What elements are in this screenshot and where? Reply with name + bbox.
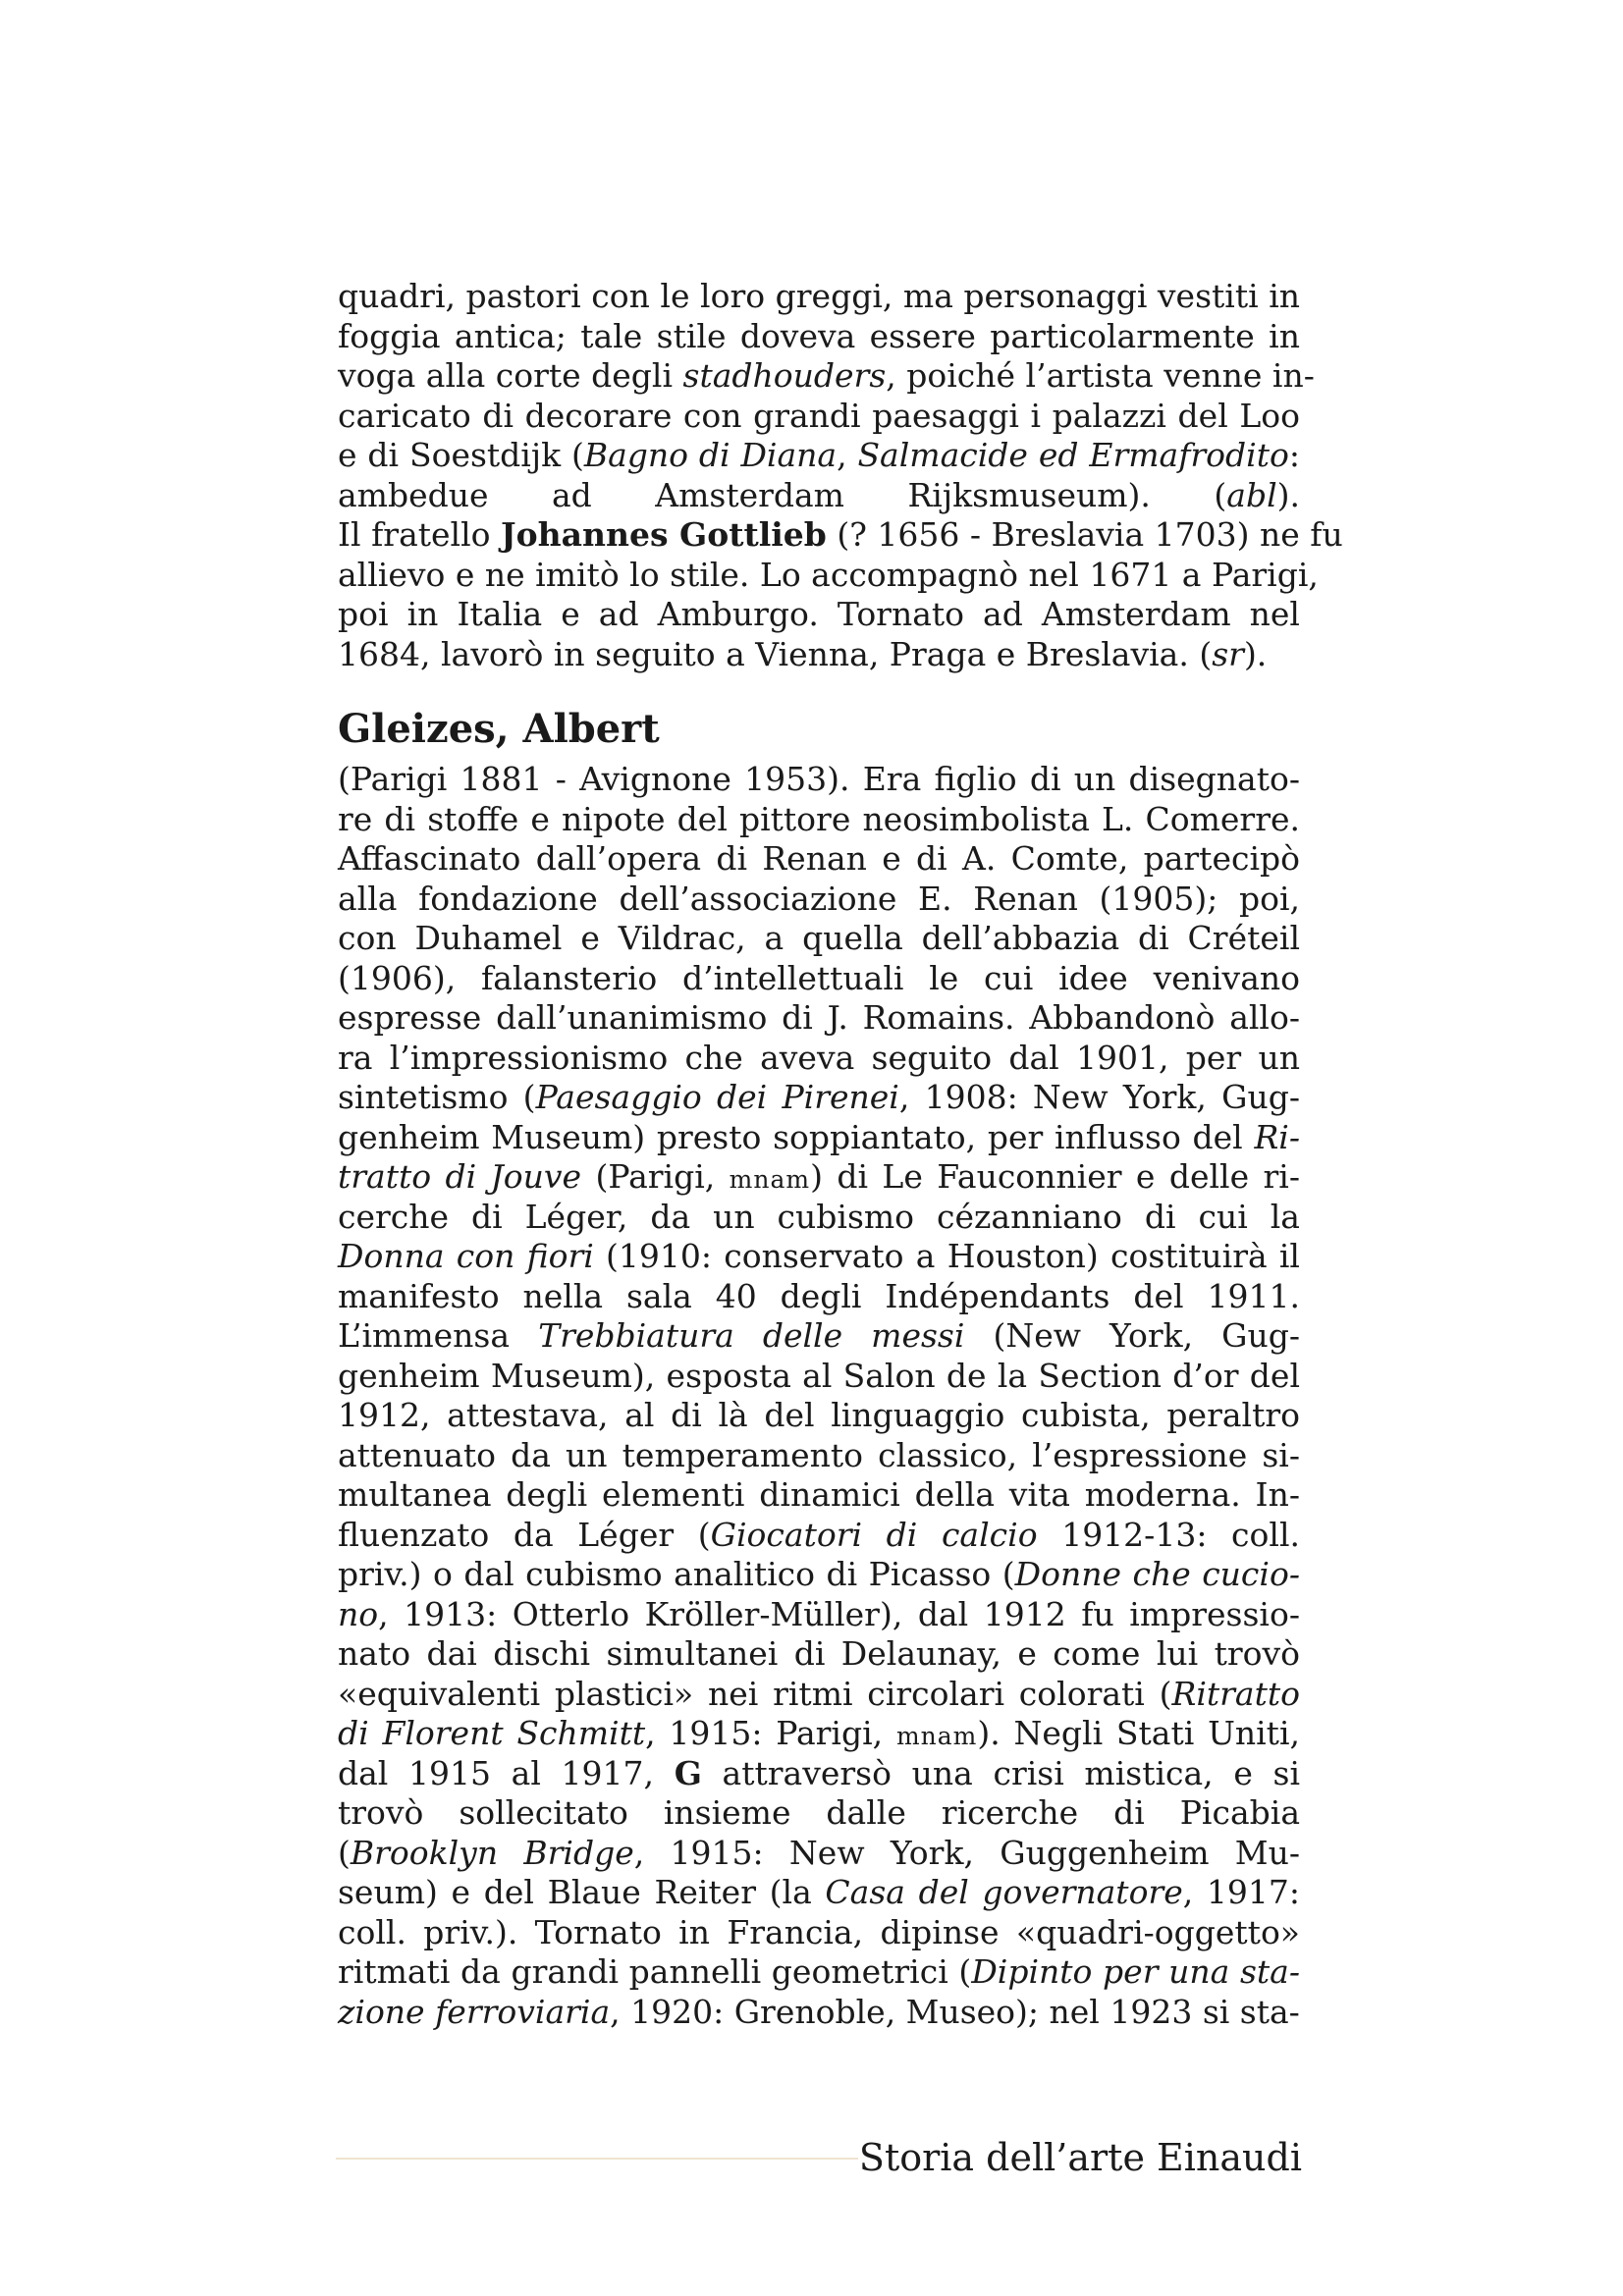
text-run: Donne che cucio- bbox=[1014, 1555, 1300, 1593]
entry-line bbox=[338, 1675, 1300, 1715]
text-run: genheim Museum) presto soppiantato, per influsso del bbox=[338, 1117, 1255, 1156]
prev-line bbox=[338, 277, 1300, 317]
prev-line bbox=[338, 555, 1319, 596]
text-run: 1912-13: coll. bbox=[1037, 1515, 1301, 1554]
text-run: di Florent Schmitt bbox=[338, 1714, 646, 1752]
text-run: foggia antica; tale stile doveva essere particolarmente in bbox=[338, 316, 1300, 355]
entry-line bbox=[338, 839, 1300, 880]
entry-line bbox=[338, 1516, 1300, 1556]
prev-line bbox=[338, 595, 1300, 635]
entry-line bbox=[338, 1873, 1300, 1913]
text-run: (New York, Gug- bbox=[964, 1316, 1301, 1355]
text-run: genheim Museum), esposta al Salon de la Section d’or del bbox=[338, 1356, 1300, 1395]
entry-line bbox=[338, 1595, 1300, 1635]
entry-line bbox=[338, 919, 1300, 959]
prev-line bbox=[338, 476, 1300, 516]
text-run: , poiché l’artista venne in- bbox=[886, 356, 1315, 395]
text-run: «equivalenti plastici» nei ritmi circolari colorati ( bbox=[338, 1674, 1172, 1713]
text-run: con Duhamel e Vildrac, a quella dell’abbazia di Créteil bbox=[338, 919, 1300, 957]
text-run: (1910: conservato a Houston) costituirà il bbox=[593, 1237, 1300, 1275]
text-run: Affascinato dall’opera di Renan e di A. Comte, partecipò bbox=[338, 839, 1300, 878]
text-run: manifesto nella sala 40 degli Indépendants del 1911. bbox=[338, 1276, 1300, 1315]
text-run: attraversò una crisi mistica, e si bbox=[701, 1753, 1301, 1792]
text-run: nato dai dischi simultanei di Delaunay, e come lui trovò bbox=[338, 1634, 1300, 1673]
entry-line bbox=[338, 1634, 1300, 1675]
text-run: Dipinto per una sta- bbox=[971, 1952, 1300, 1991]
prev-line bbox=[338, 397, 1300, 437]
text-run: dal 1915 al 1917, bbox=[338, 1753, 675, 1792]
entry-line bbox=[338, 1237, 1300, 1277]
text-run: Trebbiatura delle messi bbox=[538, 1316, 965, 1355]
text-run: sintetismo ( bbox=[338, 1078, 536, 1116]
text-run: : bbox=[1288, 436, 1300, 474]
text-run: espresse dall’unanimismo di J. Romains. Abbandonò allo- bbox=[338, 998, 1300, 1037]
prev-line bbox=[338, 436, 1300, 476]
text-run: Giocatori di calcio bbox=[710, 1515, 1038, 1554]
entry-line bbox=[338, 1118, 1300, 1158]
text-run: abl bbox=[1226, 475, 1277, 514]
text-run: ). bbox=[1276, 475, 1300, 514]
entry-line bbox=[338, 1316, 1300, 1357]
text-run: , 1915: New York, Guggenheim Mu- bbox=[633, 1833, 1300, 1872]
text-run: fluenzato da Léger ( bbox=[338, 1515, 711, 1554]
entry-line bbox=[338, 1198, 1300, 1238]
text-run: (Parigi, bbox=[581, 1157, 730, 1196]
text-run: ritmati da grandi pannelli geometrici ( bbox=[338, 1952, 972, 1991]
entry-line bbox=[338, 800, 1300, 840]
text-run: priv.) o dal cubismo analitico di Picasso ( bbox=[338, 1555, 1015, 1593]
text-run: ). Negli Stati Uniti, bbox=[977, 1714, 1300, 1752]
text-run: coll. priv.). Tornato in Francia, dipinse «quadri-oggetto» bbox=[338, 1912, 1300, 1951]
text-run: poi in Italia e ad Amburgo. Tornato ad Amsterdam nel bbox=[338, 595, 1300, 633]
entry-line bbox=[338, 1357, 1300, 1397]
text-run: allievo e ne imitò lo stile. Lo accompagnò nel 1671 a Parigi, bbox=[338, 555, 1319, 594]
text-run: multanea degli elementi dinamici della vita moderna. In- bbox=[338, 1475, 1300, 1514]
entry-line bbox=[338, 760, 1300, 800]
text-run: zione ferroviaria bbox=[338, 1992, 611, 2031]
text-run: Paesaggio dei Pirenei bbox=[535, 1078, 899, 1116]
text-run: G bbox=[674, 1753, 702, 1792]
text-run: ( bbox=[338, 1833, 351, 1872]
entry-line bbox=[338, 1714, 1300, 1754]
text-run: re di stoffe e nipote del pittore neosimbolista L. Comerre. bbox=[338, 799, 1300, 838]
prev-line bbox=[338, 317, 1300, 357]
prev-line bbox=[338, 356, 1315, 397]
entry-line bbox=[338, 1078, 1300, 1118]
prev-line bbox=[338, 635, 1300, 675]
text-column bbox=[338, 277, 1343, 2032]
text-run: , 1908: New York, Gug- bbox=[898, 1078, 1300, 1116]
entry-line bbox=[338, 1952, 1300, 1993]
text-run: Donna con fiori bbox=[338, 1237, 594, 1275]
entry-line bbox=[338, 1555, 1300, 1595]
text-run: 1912, attestava, al di là del linguaggio cubista, peraltro bbox=[338, 1396, 1300, 1434]
text-run: L’immensa bbox=[338, 1316, 539, 1355]
entry-line bbox=[338, 1475, 1300, 1516]
text-run: Casa del governatore bbox=[825, 1873, 1183, 1911]
text-run: (? 1656 - Breslavia 1703) ne fu bbox=[826, 515, 1343, 554]
text-run: trovò sollecitato insieme dalle ricerche di Picabia bbox=[338, 1793, 1300, 1832]
text-run: cerche di Léger, da un cubismo cézanniano di cui la bbox=[338, 1197, 1300, 1236]
entry-line bbox=[338, 1436, 1300, 1476]
footer-rule bbox=[336, 2158, 858, 2160]
footer-title: Storia dell’arte Einaudi bbox=[858, 2136, 1302, 2179]
entry-line bbox=[338, 1277, 1300, 1317]
text-run: seum) e del Blaue Reiter (la bbox=[338, 1873, 826, 1911]
text-run: ). bbox=[1243, 634, 1268, 673]
text-run: , 1913: Otterlo Kröller-Müller), dal 1912 fu impressio- bbox=[378, 1594, 1300, 1633]
text-run: attenuato da un temperamento classico, l’espressione si- bbox=[338, 1435, 1300, 1474]
text-run: caricato di decorare con grandi paesaggi i palazzi del Loo bbox=[338, 396, 1300, 435]
text-run: (Parigi 1881 - Avignone 1953). Era figlio di un disegnato- bbox=[338, 760, 1300, 798]
text-run: Salmacide ed Ermafrodito bbox=[857, 436, 1289, 474]
entry-body-text bbox=[338, 760, 1300, 2032]
text-run: mnam bbox=[729, 1165, 811, 1194]
text-run: ambedue ad Amsterdam Rijksmuseum). ( bbox=[338, 475, 1227, 514]
entry-line bbox=[338, 1157, 1300, 1198]
text-run: alla fondazione dell’associazione E. Renan (1905); poi, bbox=[338, 879, 1300, 918]
page-footer bbox=[336, 2128, 1302, 2187]
text-run: ra l’impressionismo che aveva seguito dal 1901, per un bbox=[338, 1038, 1300, 1077]
entry-line bbox=[338, 998, 1300, 1039]
text-run: sr bbox=[1212, 634, 1244, 673]
entry-line bbox=[338, 1754, 1300, 1794]
text-run: stadhouders bbox=[682, 356, 887, 395]
text-run: tratto di Jouve bbox=[338, 1157, 582, 1196]
entry-line bbox=[338, 1993, 1300, 2033]
text-run: 1684, lavorò in seguito a Vienna, Praga e Breslavia. ( bbox=[338, 634, 1213, 673]
text-run: voga alla corte degli bbox=[338, 356, 683, 395]
entry-line bbox=[338, 1039, 1300, 1079]
prev-line bbox=[338, 515, 1343, 556]
text-run: , 1920: Grenoble, Museo); nel 1923 si sta- bbox=[610, 1992, 1300, 2031]
text-run: ) di Le Fauconnier e delle ri- bbox=[810, 1157, 1301, 1196]
entry-line bbox=[338, 1396, 1300, 1436]
text-run: Bagno di Diana bbox=[583, 436, 838, 474]
text-run: Il fratello bbox=[338, 515, 501, 554]
previous-entry-text bbox=[338, 277, 1343, 674]
entry-line bbox=[338, 1793, 1300, 1834]
text-run: , 1915: Parigi, bbox=[645, 1714, 896, 1752]
entry-line bbox=[338, 959, 1300, 999]
text-run: mnam bbox=[895, 1722, 978, 1750]
text-run: e di Soestdijk ( bbox=[338, 436, 584, 474]
text-run: , bbox=[837, 436, 858, 474]
text-run: Brooklyn Bridge bbox=[350, 1833, 634, 1872]
text-run: no bbox=[338, 1594, 379, 1633]
text-run: (1906), falansterio d’intellettuali le cui idee venivano bbox=[338, 958, 1300, 997]
text-run: quadri, pastori con le loro greggi, ma personaggi vestiti in bbox=[338, 277, 1300, 315]
entry-line bbox=[338, 1913, 1300, 1953]
text-run: Johannes Gottlieb bbox=[501, 515, 827, 554]
text-run: Ri- bbox=[1254, 1117, 1300, 1156]
entry-title: Gleizes, Albert bbox=[338, 706, 660, 752]
entry-line bbox=[338, 1834, 1300, 1874]
entry-line bbox=[338, 880, 1300, 920]
text-run: Ritratto bbox=[1171, 1674, 1300, 1713]
text-run: , 1917: bbox=[1182, 1873, 1300, 1911]
